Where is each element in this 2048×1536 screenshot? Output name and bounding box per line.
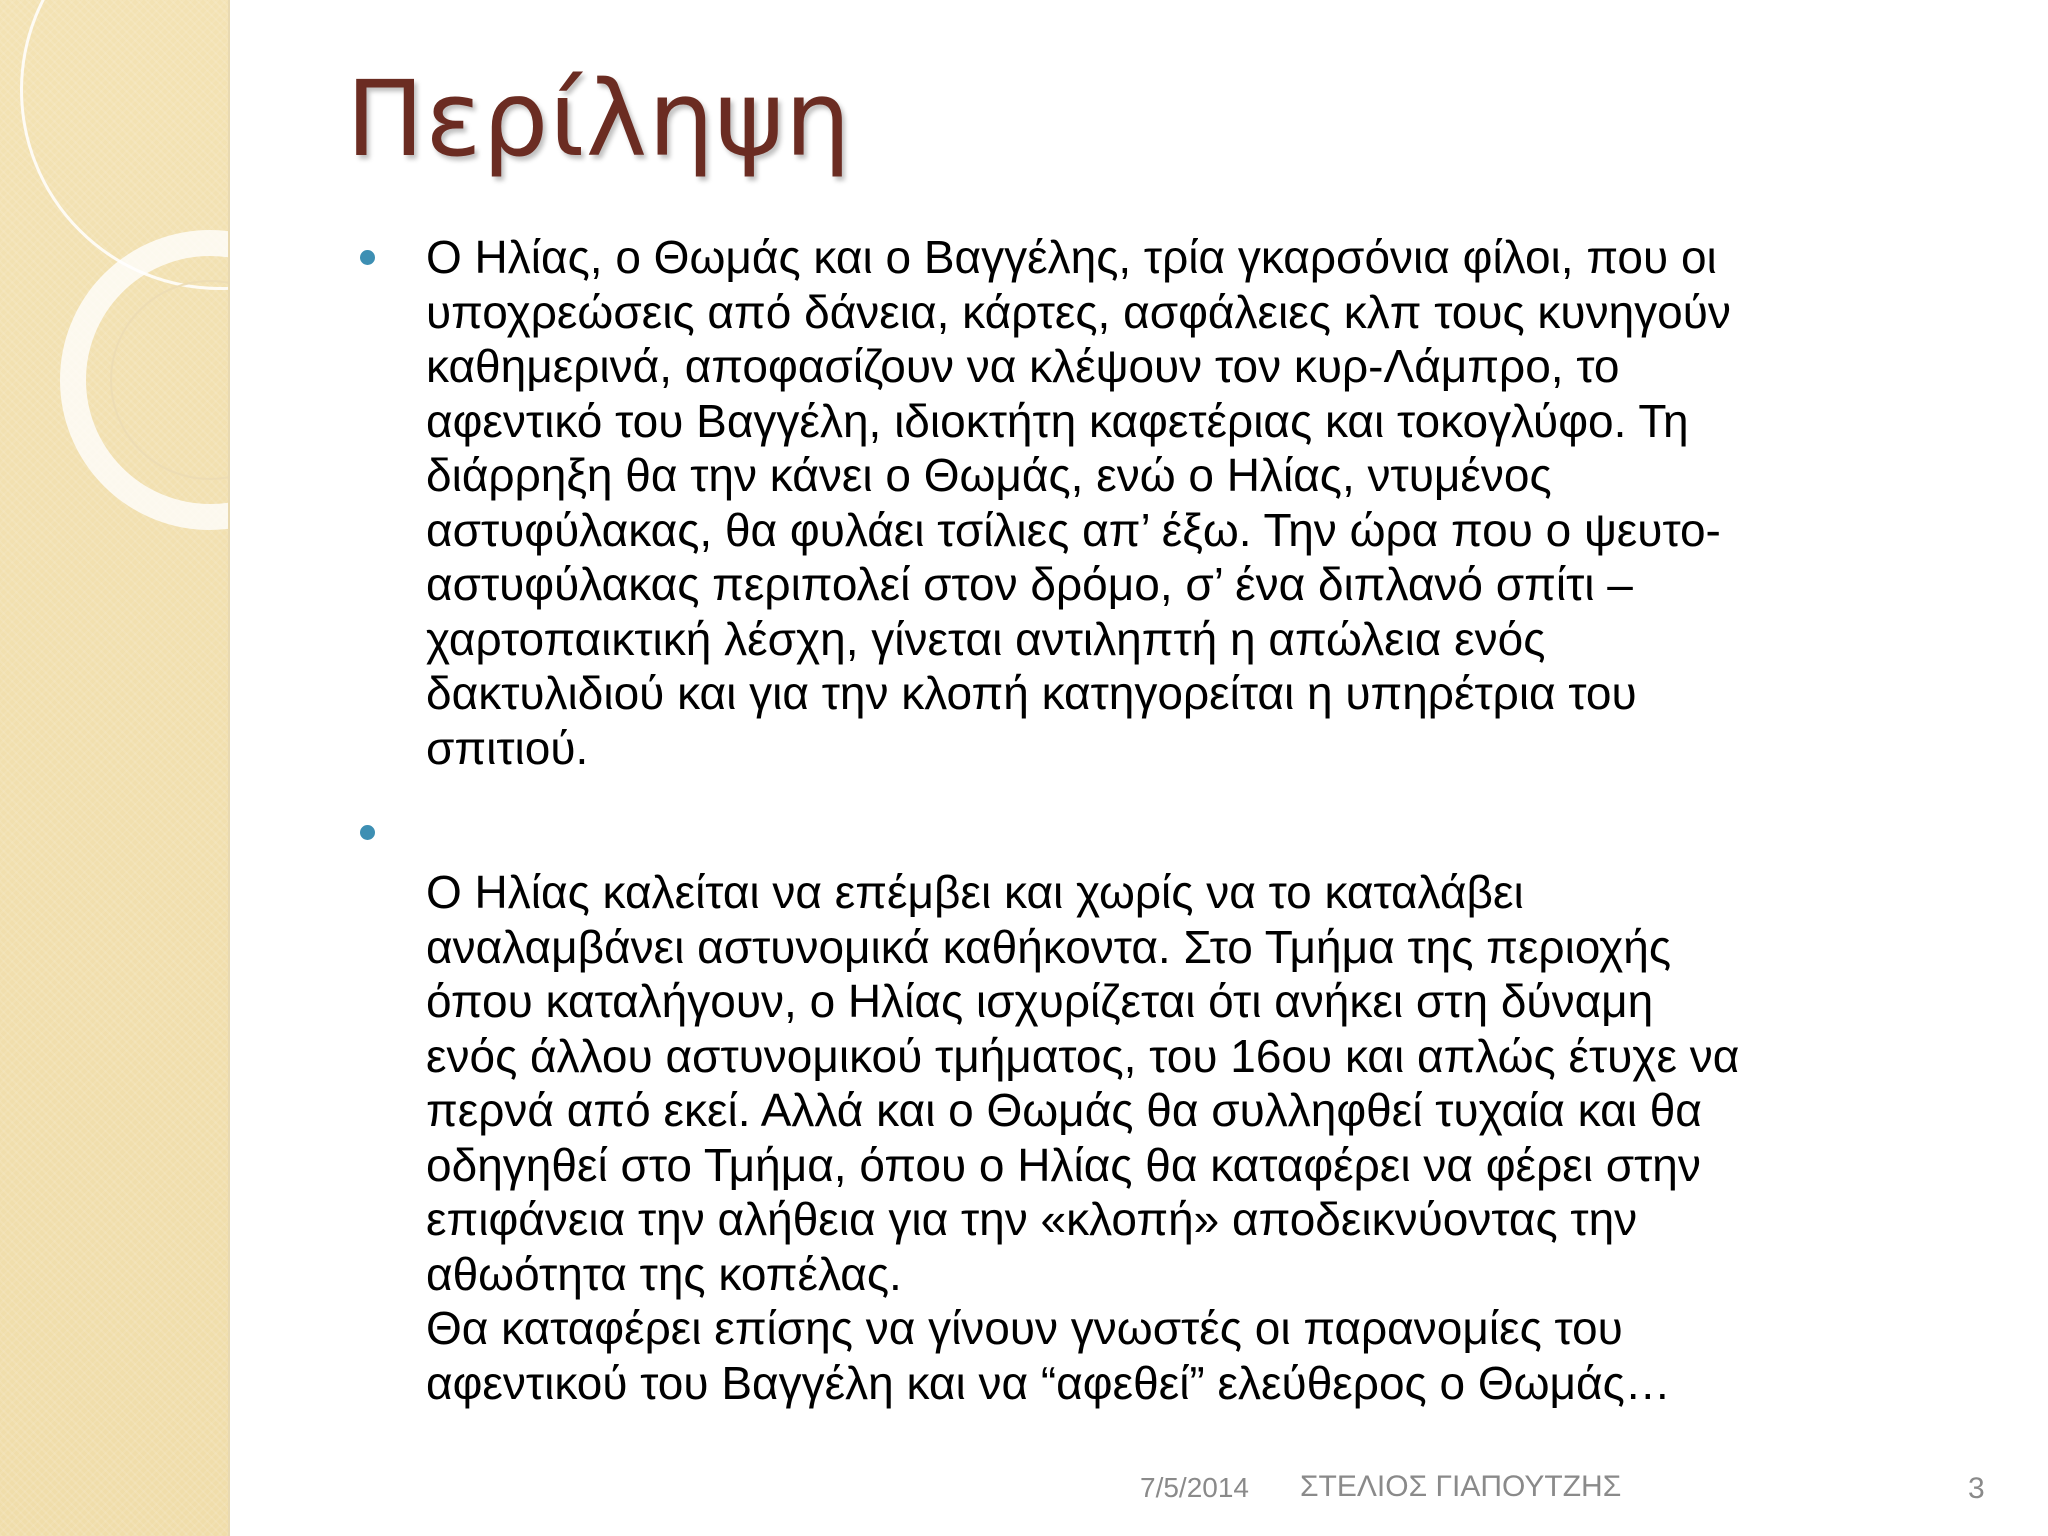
bullet-text-line: διάρρηξη θα την κάνει ο Θωμάς, ενώ ο Ηλίας, ντυμένος [426, 449, 1552, 501]
bullet-item [360, 811, 2020, 1410]
footer-date: 7/5/2014 [1140, 1472, 1249, 1503]
bullet-text-line: αθωότητα της κοπέλας. [426, 1247, 902, 1300]
slide-title: Περίληψη [346, 58, 852, 180]
bullet-text-line: αφεντικό του Βαγγέλη, ιδιοκτήτη καφετέριας και τοκογλύφο. Τη [426, 394, 1689, 447]
decorative-sidebar [0, 0, 228, 1536]
bullet-text-line: Ο Ηλίας, ο Θωμάς και ο Βαγγέλης, τρία γκαρσόνια φίλοι, που οι [426, 231, 1717, 283]
bullet-text-line: οδηγηθεί στο Τμήμα, όπου ο Ηλίας θα καταφέρει να φέρει στην [426, 1138, 1701, 1191]
bullet-text-line: περνά από εκεί. Αλλά και ο Θωμάς θα συλληφθεί τυχαία και θα [426, 1084, 1702, 1136]
bullet-text-line: Ο Ηλίας καλείται να επέμβει και χωρίς να το καταλάβει [426, 866, 1524, 918]
bullet-text-line: δακτυλιδιού και για την κλοπή κατηγορείται η υπηρέτρια του [426, 667, 1637, 719]
sidebar-divider [228, 0, 230, 1536]
bullet-text-line: υποχρεώσεις από δάνεια, κάρτες, ασφάλειες κλπ τους κυνηγούν [426, 285, 1731, 338]
bullet-text-line: καθημερινά, αποφασίζουν να κλέψουν τον κυρ-Λάμπρο, το [426, 340, 1620, 392]
footer-author: ΣΤΕΛΙΟΣ ΓΙΑΠΟΥΤΖΗΣ [1300, 1470, 1622, 1503]
bullet-text-line: επιφάνεια την αλήθεια για την «κλοπή» αποδεικνύοντας την [426, 1193, 1638, 1245]
bullet-text-line: όπου καταλήγουν, ο Ηλίας ισχυρίζεται ότι ανήκει στη δύναμη [426, 975, 1654, 1027]
bullet-dot-icon [360, 250, 375, 265]
bullet-text-line: αφεντικού του Βαγγέλη και να “αφεθεί” ελεύθερος ο Θωμάς… [426, 1356, 1671, 1409]
bullet-dot-icon [360, 825, 375, 840]
bullet-text-line: αστυφύλακας, θα φυλάει τσίλιες απ’ έξω. Την ώρα που ο ψευτο- [426, 503, 1721, 556]
bullet-text-line: Θα καταφέρει επίσης να γίνουν γνωστές οι παρανομίες του [426, 1302, 1623, 1354]
bullet-text-line: ενός άλλου αστυνομικού τμήματος, του 16ου και απλώς έτυχε να [426, 1029, 1740, 1082]
bullet-text-line: χαρτοπαικτική λέσχη, γίνεται αντιληπτή η απώλεια ενός [426, 612, 1546, 665]
slide-content [360, 230, 2020, 1410]
bullet-text-line: αστυφύλακας περιπολεί στον δρόμο, σ’ ένα διπλανό σπίτι – [426, 558, 1633, 610]
bullet-text-line: σπιτιού. [426, 721, 589, 774]
empty-line [426, 811, 2020, 865]
bullet-text-line: αναλαμβάνει αστυνομικά καθήκοντα. Στο Τμήμα της περιοχής [426, 920, 1672, 973]
bullet-item [360, 230, 2020, 775]
page-number: 3 [1968, 1472, 1985, 1505]
